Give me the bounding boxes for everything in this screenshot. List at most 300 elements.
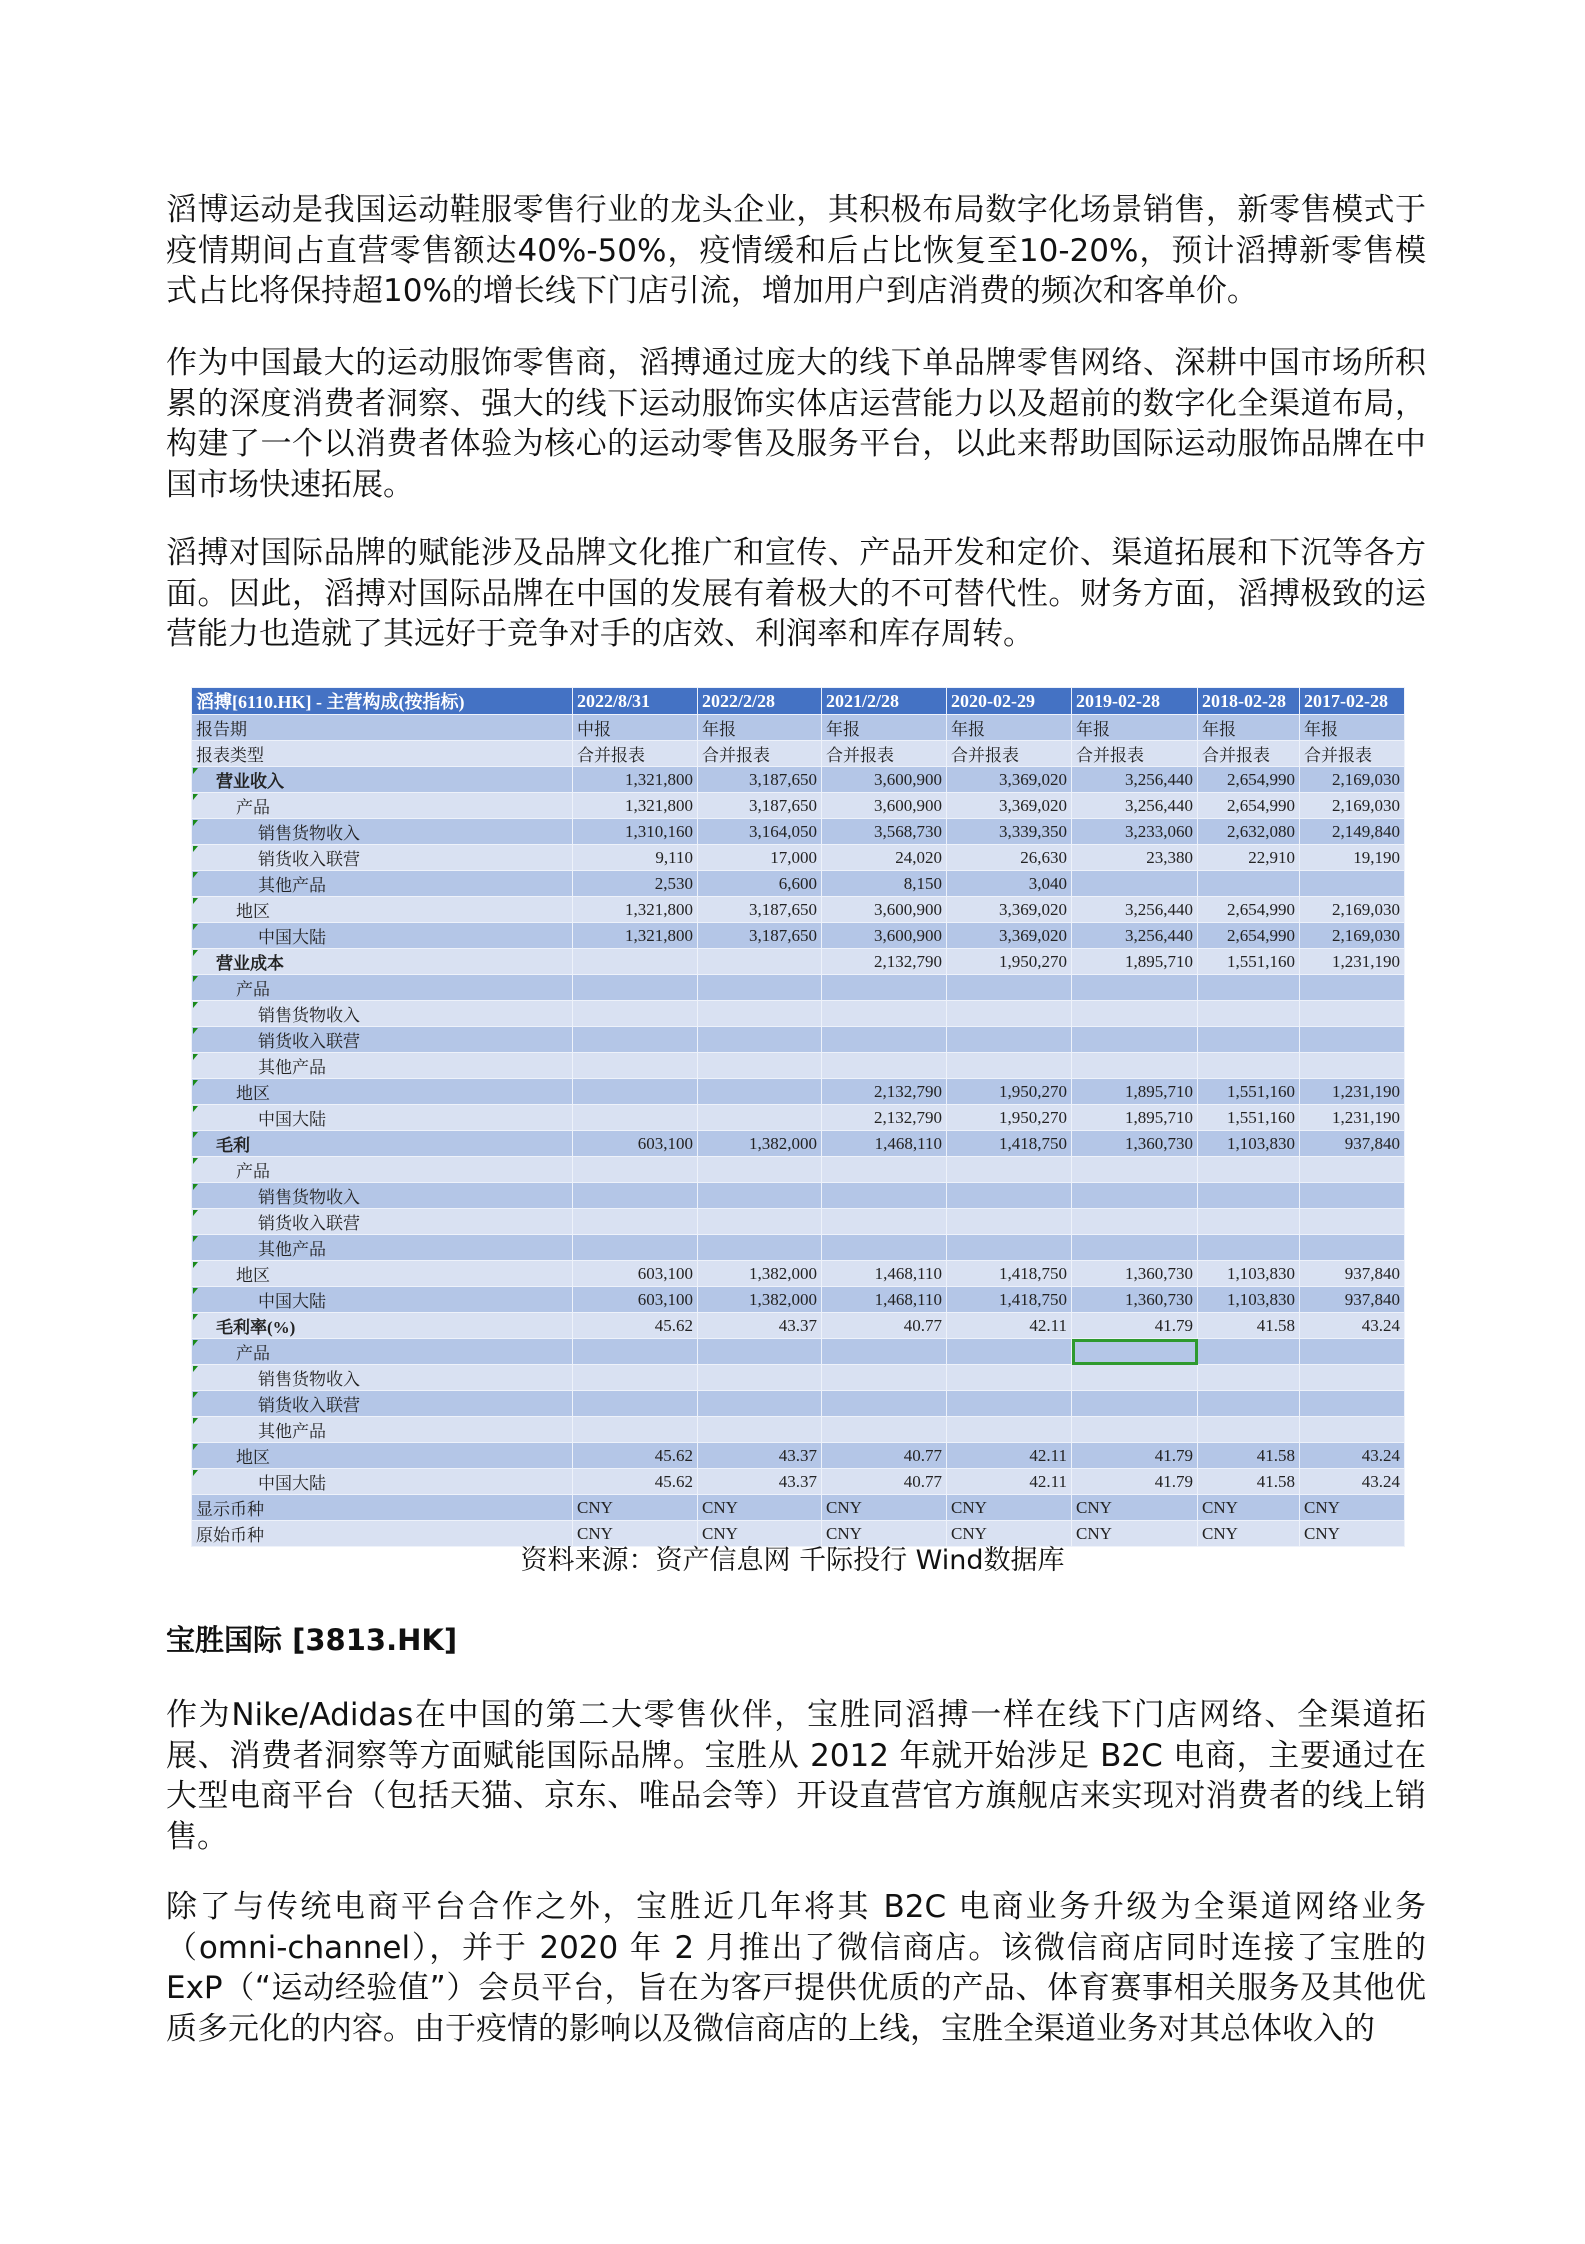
table-cell[interactable] — [1300, 1183, 1405, 1209]
row-label[interactable]: 原始币种 — [192, 1521, 573, 1547]
row-label[interactable]: 销货收入联营 — [192, 1027, 573, 1053]
table-cell[interactable]: 1,468,110 — [822, 1287, 947, 1313]
table-cell[interactable] — [822, 1235, 947, 1261]
table-cell[interactable]: 1,103,830 — [1198, 1131, 1300, 1157]
table-cell[interactable]: 合并报表 — [1198, 741, 1300, 767]
table-cell[interactable] — [698, 1417, 822, 1443]
table-cell[interactable] — [698, 949, 822, 975]
table-row — [192, 949, 1405, 975]
column-header[interactable]: 2022/8/31 — [573, 688, 698, 715]
table-cell[interactable]: 1,895,710 — [1072, 949, 1198, 975]
table-cell[interactable]: 1,895,710 — [1072, 1079, 1198, 1105]
table-cell[interactable]: 合并报表 — [1300, 741, 1405, 767]
table-cell[interactable]: 43.24 — [1300, 1443, 1405, 1469]
table-header-row — [192, 688, 1405, 715]
table-cell[interactable] — [698, 1365, 822, 1391]
row-label[interactable]: 地区 — [192, 1079, 573, 1105]
table-row — [192, 715, 1405, 741]
table-cell[interactable]: CNY — [698, 1495, 822, 1521]
table-cell[interactable] — [1300, 1391, 1405, 1417]
table-cell[interactable] — [1300, 1027, 1405, 1053]
table-cell[interactable] — [1072, 1391, 1198, 1417]
table-cell[interactable] — [698, 1183, 822, 1209]
row-label[interactable]: 地区 — [192, 1443, 573, 1469]
table-cell[interactable]: 6,600 — [698, 871, 822, 897]
table-cell[interactable] — [698, 1339, 822, 1365]
table-cell[interactable] — [1198, 871, 1300, 897]
table-cell[interactable] — [947, 1183, 1072, 1209]
table-cell[interactable]: 1,360,730 — [1072, 1287, 1198, 1313]
table-row — [192, 1105, 1405, 1131]
row-label[interactable]: 地区 — [192, 1261, 573, 1287]
table-row — [192, 871, 1405, 897]
row-label[interactable]: 其他产品 — [192, 871, 573, 897]
table-cell[interactable]: 41.79 — [1072, 1469, 1198, 1495]
table-source-caption: 资料来源：资产信息网 千际投行 Wind数据库 — [520, 1545, 1065, 1576]
row-label[interactable]: 产品 — [192, 1157, 573, 1183]
table-cell[interactable] — [1072, 1209, 1198, 1235]
table-cell[interactable] — [1300, 1157, 1405, 1183]
table-cell[interactable]: 1,418,750 — [947, 1131, 1072, 1157]
table-cell[interactable] — [1072, 1157, 1198, 1183]
column-header[interactable]: 2020-02-29 — [947, 688, 1072, 715]
table-cell[interactable]: 2,654,990 — [1198, 897, 1300, 923]
table-cell[interactable]: 3,256,440 — [1072, 923, 1198, 949]
table-cell[interactable]: 41.79 — [1072, 1313, 1198, 1339]
table-cell[interactable] — [573, 1183, 698, 1209]
table-cell[interactable]: 1,950,270 — [947, 1105, 1072, 1131]
table-cell[interactable]: 19,190 — [1300, 845, 1405, 871]
table-cell[interactable] — [822, 1391, 947, 1417]
table-cell[interactable] — [573, 1209, 698, 1235]
table-cell[interactable] — [1198, 975, 1300, 1001]
row-label[interactable]: 其他产品 — [192, 1053, 573, 1079]
table-row — [192, 1339, 1405, 1365]
table-row — [192, 923, 1405, 949]
table-cell[interactable] — [822, 1209, 947, 1235]
paragraph-topsports-overview: 滔博运动是我国运动鞋服零售行业的龙头企业，其积极布局数字化场景销售，新零售模式于疫情期间占直营零售额达40%-50%，疫情缓和后占比恢复至10-20%，预计滔搏新零售模式占比将保持超10%的增长线下门店引流，增加用户到店消费的频次和客单价。 — [166, 192, 1426, 309]
table-row — [192, 1001, 1405, 1027]
table-cell[interactable]: CNY — [698, 1521, 822, 1547]
table-cell[interactable]: 2,530 — [573, 871, 698, 897]
table-cell[interactable] — [1300, 1417, 1405, 1443]
table-cell[interactable]: 1,418,750 — [947, 1287, 1072, 1313]
row-label[interactable]: 产品 — [192, 793, 573, 819]
table-cell[interactable]: 1,321,800 — [573, 897, 698, 923]
column-header[interactable]: 2018-02-28 — [1198, 688, 1300, 715]
table-cell[interactable]: 3,339,350 — [947, 819, 1072, 845]
column-header[interactable]: 2021/2/28 — [822, 688, 947, 715]
table-cell[interactable]: 2,632,080 — [1198, 819, 1300, 845]
table-cell[interactable]: 1,310,160 — [573, 819, 698, 845]
table-cell[interactable] — [1300, 1001, 1405, 1027]
table-cell[interactable]: 3,600,900 — [822, 767, 947, 793]
table-cell[interactable]: 937,840 — [1300, 1287, 1405, 1313]
table-cell[interactable] — [1072, 1027, 1198, 1053]
table-cell[interactable] — [947, 1209, 1072, 1235]
table-cell[interactable]: 1,551,160 — [1198, 1079, 1300, 1105]
table-cell[interactable]: 1,950,270 — [947, 949, 1072, 975]
table-cell[interactable]: 41.79 — [1072, 1443, 1198, 1469]
table-cell[interactable]: 1,103,830 — [1198, 1261, 1300, 1287]
table-cell[interactable]: 1,468,110 — [822, 1131, 947, 1157]
table-cell[interactable]: 3,600,900 — [822, 897, 947, 923]
table-cell[interactable]: 3,369,020 — [947, 897, 1072, 923]
row-label[interactable]: 产品 — [192, 975, 573, 1001]
row-label[interactable]: 中国大陆 — [192, 1105, 573, 1131]
table-cell[interactable]: 3,369,020 — [947, 767, 1072, 793]
table-row — [192, 1027, 1405, 1053]
table-cell[interactable]: 2,169,030 — [1300, 897, 1405, 923]
table-cell[interactable] — [573, 1235, 698, 1261]
table-cell[interactable] — [1198, 1235, 1300, 1261]
table-cell[interactable]: 43.37 — [698, 1469, 822, 1495]
table-cell[interactable]: 年报 — [698, 715, 822, 741]
table-cell[interactable] — [698, 1053, 822, 1079]
table-cell[interactable]: 年报 — [1072, 715, 1198, 741]
table-cell[interactable] — [1198, 1209, 1300, 1235]
table-cell[interactable]: 合并报表 — [822, 741, 947, 767]
table-cell[interactable] — [947, 1027, 1072, 1053]
table-cell[interactable] — [1198, 1365, 1300, 1391]
table-row — [192, 1443, 1405, 1469]
table-cell[interactable] — [698, 1209, 822, 1235]
table-cell[interactable]: 年报 — [1300, 715, 1405, 741]
table-cell[interactable] — [822, 1183, 947, 1209]
table-row — [192, 767, 1405, 793]
table-cell[interactable] — [1300, 1053, 1405, 1079]
row-label[interactable]: 其他产品 — [192, 1235, 573, 1261]
row-label[interactable]: 报表类型 — [192, 741, 573, 767]
table-row — [192, 1053, 1405, 1079]
table-cell[interactable]: 年报 — [822, 715, 947, 741]
table-cell[interactable]: CNY — [1198, 1521, 1300, 1547]
table-cell[interactable]: 603,100 — [573, 1261, 698, 1287]
row-label[interactable]: 销售货物收入 — [192, 1183, 573, 1209]
table-cell[interactable] — [1300, 1235, 1405, 1261]
table-cell[interactable]: 2,132,790 — [822, 1105, 947, 1131]
table-cell[interactable] — [698, 975, 822, 1001]
table-cell[interactable]: 3,568,730 — [822, 819, 947, 845]
table-cell[interactable]: 3,600,900 — [822, 793, 947, 819]
table-cell[interactable]: 3,040 — [947, 871, 1072, 897]
table-cell[interactable]: 42.11 — [947, 1313, 1072, 1339]
table-cell[interactable]: 3,187,650 — [698, 793, 822, 819]
row-label[interactable]: 毛利 — [192, 1131, 573, 1157]
table-cell[interactable]: CNY — [947, 1521, 1072, 1547]
table-cell[interactable]: 1,321,800 — [573, 923, 698, 949]
table-cell[interactable] — [1300, 1209, 1405, 1235]
table-cell[interactable]: CNY — [947, 1495, 1072, 1521]
row-label[interactable]: 销货收入联营 — [192, 845, 573, 871]
table-cell[interactable]: 43.37 — [698, 1313, 822, 1339]
table-cell[interactable] — [573, 1417, 698, 1443]
table-cell[interactable] — [698, 1157, 822, 1183]
table-cell[interactable]: 40.77 — [822, 1469, 947, 1495]
table-cell[interactable]: 937,840 — [1300, 1261, 1405, 1287]
table-cell[interactable]: 合并报表 — [573, 741, 698, 767]
table-cell[interactable]: CNY — [1072, 1495, 1198, 1521]
paragraph-pousheng-omnichannel: 除了与传统电商平台合作之外，宝胜近几年将其 B2C 电商业务升级为全渠道网络业务（omni-channel），并于 2020 年 2 月推出了微信商店。该微信商店同时连接了宝胜的 ExP（“运动经验值”）会员平台，旨在为客戸提供优质的产品、体育赛事相关服务及其他优质多元化的内容。由于疫情的影响以及微信商店的上线，宝胜全渠道业务对其总体收入的 — [166, 1889, 1426, 2047]
table-cell[interactable] — [573, 1027, 698, 1053]
table-cell[interactable] — [1198, 1157, 1300, 1183]
table-cell[interactable]: CNY — [573, 1521, 698, 1547]
table-cell[interactable]: 3,187,650 — [698, 767, 822, 793]
table-cell[interactable] — [822, 1157, 947, 1183]
table-cell[interactable]: 合并报表 — [698, 741, 822, 767]
table-cell[interactable]: 42.11 — [947, 1469, 1072, 1495]
table-cell[interactable]: 41.58 — [1198, 1313, 1300, 1339]
table-cell[interactable]: 2,169,030 — [1300, 793, 1405, 819]
table-cell[interactable] — [947, 1157, 1072, 1183]
table-cell[interactable] — [573, 1053, 698, 1079]
table-row — [192, 1235, 1405, 1261]
table-cell[interactable] — [947, 1339, 1072, 1365]
table-cell[interactable] — [698, 1391, 822, 1417]
table-cell[interactable]: 3,187,650 — [698, 923, 822, 949]
table-cell[interactable] — [573, 1079, 698, 1105]
table-cell[interactable] — [1198, 1339, 1300, 1365]
table-cell[interactable]: 1,360,730 — [1072, 1261, 1198, 1287]
row-label[interactable]: 其他产品 — [192, 1417, 573, 1443]
table-row — [192, 1495, 1405, 1521]
table-cell[interactable] — [947, 1365, 1072, 1391]
table-cell[interactable]: 中报 — [573, 715, 698, 741]
row-label[interactable]: 销货收入联营 — [192, 1209, 573, 1235]
row-label[interactable]: 中国大陆 — [192, 1469, 573, 1495]
table-cell[interactable]: 1,895,710 — [1072, 1105, 1198, 1131]
table-cell[interactable]: 3,256,440 — [1072, 897, 1198, 923]
table-cell[interactable] — [698, 1001, 822, 1027]
table-cell[interactable] — [1198, 1183, 1300, 1209]
table-cell[interactable] — [573, 1391, 698, 1417]
table-cell[interactable] — [698, 1235, 822, 1261]
table-cell[interactable]: 1,382,000 — [698, 1131, 822, 1157]
table-cell[interactable]: 42.11 — [947, 1443, 1072, 1469]
table-cell[interactable] — [1300, 871, 1405, 897]
table-row — [192, 741, 1405, 767]
table-cell[interactable]: 43.24 — [1300, 1313, 1405, 1339]
table-cell[interactable]: 1,103,830 — [1198, 1287, 1300, 1313]
row-label[interactable]: 地区 — [192, 897, 573, 923]
table-cell[interactable] — [1198, 1417, 1300, 1443]
table-cell[interactable]: 2,169,030 — [1300, 767, 1405, 793]
table-cell[interactable]: 22,910 — [1198, 845, 1300, 871]
table-cell[interactable]: 43.37 — [698, 1443, 822, 1469]
row-label[interactable]: 销售货物收入 — [192, 1365, 573, 1391]
row-label[interactable]: 营业收入 — [192, 767, 573, 793]
paragraph-topsports-empowerment: 滔搏对国际品牌的赋能涉及品牌文化推广和宣传、产品开发和定价、渠道拓展和下沉等各方面。因此，滔搏对国际品牌在中国的发展有着极大的不可替代性。财务方面，滔搏极致的运营能力也造就了其远好于竞争对手的店效、利润率和库存周转。 — [166, 535, 1426, 652]
table-cell[interactable]: 2,132,790 — [822, 1079, 947, 1105]
table-cell[interactable] — [947, 1391, 1072, 1417]
column-header[interactable]: 2017-02-28 — [1300, 688, 1405, 715]
table-cell[interactable]: 合并报表 — [1072, 741, 1198, 767]
selected-cell[interactable] — [1072, 1339, 1198, 1365]
table-cell[interactable]: 3,233,060 — [1072, 819, 1198, 845]
table-row — [192, 1183, 1405, 1209]
table-cell[interactable] — [1072, 975, 1198, 1001]
table-cell[interactable]: CNY — [573, 1495, 698, 1521]
table-cell[interactable]: 年报 — [1198, 715, 1300, 741]
row-label[interactable]: 产品 — [192, 1339, 573, 1365]
table-cell[interactable] — [1198, 1391, 1300, 1417]
table-cell[interactable]: 24,020 — [822, 845, 947, 871]
table-cell[interactable]: CNY — [822, 1521, 947, 1547]
row-label[interactable]: 中国大陆 — [192, 1287, 573, 1313]
table-row — [192, 1079, 1405, 1105]
table-row — [192, 1313, 1405, 1339]
table-cell[interactable] — [822, 1417, 947, 1443]
table-cell[interactable]: 1,551,160 — [1198, 949, 1300, 975]
row-label[interactable]: 销货收入联营 — [192, 1391, 573, 1417]
table-cell[interactable] — [698, 1027, 822, 1053]
table-cell[interactable] — [947, 1417, 1072, 1443]
table-cell[interactable]: 3,600,900 — [822, 923, 947, 949]
table-cell[interactable]: 603,100 — [573, 1131, 698, 1157]
table-cell[interactable]: 1,231,190 — [1300, 1079, 1405, 1105]
column-header[interactable]: 2022/2/28 — [698, 688, 822, 715]
table-cell[interactable]: 3,256,440 — [1072, 793, 1198, 819]
table-cell[interactable]: 23,380 — [1072, 845, 1198, 871]
table-row — [192, 1261, 1405, 1287]
table-cell[interactable]: 1,418,750 — [947, 1261, 1072, 1287]
table-cell[interactable] — [947, 975, 1072, 1001]
table-cell[interactable] — [1072, 1001, 1198, 1027]
table-cell[interactable]: CNY — [1198, 1495, 1300, 1521]
table-cell[interactable]: 26,630 — [947, 845, 1072, 871]
row-label[interactable]: 销售货物收入 — [192, 1001, 573, 1027]
table-row — [192, 819, 1405, 845]
table-cell[interactable]: 3,164,050 — [698, 819, 822, 845]
table-cell[interactable]: 年报 — [947, 715, 1072, 741]
table-cell[interactable]: 2,149,840 — [1300, 819, 1405, 845]
table-cell[interactable] — [573, 1105, 698, 1131]
table-cell[interactable] — [1198, 1001, 1300, 1027]
table-cell[interactable] — [1300, 1339, 1405, 1365]
table-cell[interactable]: 41.58 — [1198, 1469, 1300, 1495]
table-cell[interactable] — [1072, 1365, 1198, 1391]
table-cell[interactable] — [947, 1235, 1072, 1261]
table-cell[interactable] — [947, 1001, 1072, 1027]
row-label[interactable]: 毛利率(%) — [192, 1313, 573, 1339]
table-cell[interactable]: 2,654,990 — [1198, 793, 1300, 819]
table-cell[interactable]: 1,231,190 — [1300, 949, 1405, 975]
table-cell[interactable]: 17,000 — [698, 845, 822, 871]
table-cell[interactable] — [1198, 1027, 1300, 1053]
table-cell[interactable] — [822, 1365, 947, 1391]
table-cell[interactable]: 2,654,990 — [1198, 767, 1300, 793]
row-label[interactable]: 显示币种 — [192, 1495, 573, 1521]
row-label[interactable]: 报告期 — [192, 715, 573, 741]
paragraph-topsports-platform: 作为中国最大的运动服饰零售商，滔搏通过庞大的线下单品牌零售网络、深耕中国市场所积累的深度消费者洞察、强大的线下运动服饰实体店运营能力以及超前的数字化全渠道布局，构建了一个以消费者体验为核心的运动零售及服务平台，以此来帮助国际运动服饰品牌在中国市场快速拓展。 — [166, 345, 1426, 503]
table-cell[interactable]: CNY — [822, 1495, 947, 1521]
table-cell[interactable]: 3,187,650 — [698, 897, 822, 923]
table-cell[interactable] — [573, 1339, 698, 1365]
table-cell[interactable]: CNY — [1300, 1495, 1405, 1521]
row-label[interactable]: 销售货物收入 — [192, 819, 573, 845]
table-cell[interactable] — [947, 1053, 1072, 1079]
table-cell[interactable]: 8,150 — [822, 871, 947, 897]
table-cell[interactable]: 1,321,800 — [573, 767, 698, 793]
main-business-table — [191, 687, 1405, 1547]
table-cell[interactable] — [1072, 1183, 1198, 1209]
table-cell[interactable]: 合并报表 — [947, 741, 1072, 767]
table-cell[interactable]: 1,321,800 — [573, 793, 698, 819]
table-cell[interactable] — [573, 1157, 698, 1183]
table-cell[interactable]: CNY — [1072, 1521, 1198, 1547]
table-row — [192, 1287, 1405, 1313]
table-cell[interactable] — [822, 975, 947, 1001]
table-cell[interactable] — [1072, 1417, 1198, 1443]
table-cell[interactable] — [1072, 871, 1198, 897]
table-cell[interactable]: 1,468,110 — [822, 1261, 947, 1287]
table-cell[interactable]: 2,132,790 — [822, 949, 947, 975]
table-cell[interactable] — [1198, 1053, 1300, 1079]
table-cell[interactable]: 3,256,440 — [1072, 767, 1198, 793]
table-cell[interactable]: 1,231,190 — [1300, 1105, 1405, 1131]
table-cell[interactable] — [573, 1365, 698, 1391]
table-cell[interactable]: 40.77 — [822, 1313, 947, 1339]
table-cell[interactable] — [1300, 1365, 1405, 1391]
table-cell[interactable] — [822, 1339, 947, 1365]
row-label[interactable]: 中国大陆 — [192, 923, 573, 949]
table-cell[interactable]: 3,369,020 — [947, 793, 1072, 819]
table-cell[interactable]: 41.58 — [1198, 1443, 1300, 1469]
table-row — [192, 1365, 1405, 1391]
table-cell[interactable]: 1,360,730 — [1072, 1131, 1198, 1157]
table-row — [192, 975, 1405, 1001]
table-cell[interactable] — [1300, 975, 1405, 1001]
table-cell[interactable]: 1,950,270 — [947, 1079, 1072, 1105]
table-row — [192, 1469, 1405, 1495]
table-title[interactable]: 滔搏[6110.HK] - 主营构成(按指标) — [192, 688, 573, 715]
table-row — [192, 793, 1405, 819]
table-cell[interactable]: 603,100 — [573, 1287, 698, 1313]
table-cell[interactable]: 43.24 — [1300, 1469, 1405, 1495]
table-row — [192, 1131, 1405, 1157]
table-cell[interactable]: 45.62 — [573, 1313, 698, 1339]
table-row — [192, 1157, 1405, 1183]
table-cell[interactable] — [573, 1001, 698, 1027]
table-cell[interactable]: 2,169,030 — [1300, 923, 1405, 949]
table-row — [192, 1391, 1405, 1417]
column-header[interactable]: 2019-02-28 — [1072, 688, 1198, 715]
table-cell[interactable] — [1072, 1053, 1198, 1079]
table-cell[interactable]: 2,654,990 — [1198, 923, 1300, 949]
table-cell[interactable]: 1,382,000 — [698, 1261, 822, 1287]
table-cell[interactable]: 9,110 — [573, 845, 698, 871]
table-cell[interactable]: 40.77 — [822, 1443, 947, 1469]
table-cell[interactable]: 1,382,000 — [698, 1287, 822, 1313]
table-cell[interactable]: 45.62 — [573, 1443, 698, 1469]
table-cell[interactable] — [1072, 1235, 1198, 1261]
table-cell[interactable] — [822, 1001, 947, 1027]
table-cell[interactable] — [698, 1105, 822, 1131]
table-cell[interactable]: 1,551,160 — [1198, 1105, 1300, 1131]
paragraph-pousheng-partner: 作为Nike/Adidas在中国的第二大零售伙伴，宝胜同滔搏一样在线下门店网络、全渠道拓展、消费者洞察等方面赋能国际品牌。宝胜从 2012 年就开始涉足 B2C 电商，主要通过在大型电商平台（包括天猫、京东、唯品会等）开设直营官方旗舰店来实现对消费者的线上销售。 — [166, 1697, 1426, 1855]
table-cell[interactable] — [822, 1027, 947, 1053]
table-cell[interactable] — [822, 1053, 947, 1079]
table-cell[interactable] — [698, 1079, 822, 1105]
table-cell[interactable]: 45.62 — [573, 1469, 698, 1495]
table-cell[interactable]: 3,369,020 — [947, 923, 1072, 949]
table-row — [192, 897, 1405, 923]
table-cell[interactable] — [573, 949, 698, 975]
table-cell[interactable]: 937,840 — [1300, 1131, 1405, 1157]
table-cell[interactable] — [573, 975, 698, 1001]
table-cell[interactable]: CNY — [1300, 1521, 1405, 1547]
row-label[interactable]: 营业成本 — [192, 949, 573, 975]
